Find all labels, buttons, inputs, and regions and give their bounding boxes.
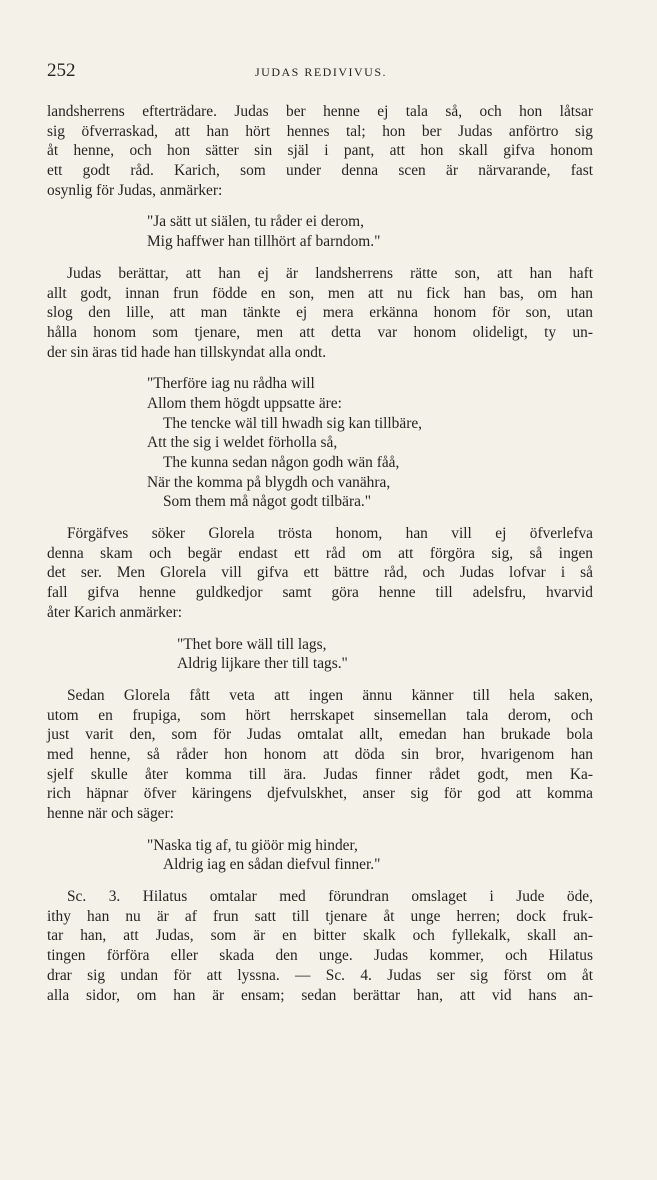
text-line: det ser. Men Glorela vill gifva ett bättre råd, och Judas lofvar i så — [47, 564, 593, 582]
verse-line: "Ja sätt ut siälen, tu råder ei derom, — [147, 213, 364, 231]
text-line: tar han, att Judas, som är en bitter skalk och fyllekalk, skall an- — [47, 927, 593, 945]
text-line: rich häpnar öfver käringens djefvulskhet, anser sig för god att komma — [47, 785, 593, 803]
text-line: denna skam och begär endast ett råd om att förgöra sig, så ingen — [47, 544, 593, 562]
text-line: sjelf skulle åter komma till ära. Judas finner rådet godt, men Ka- — [47, 765, 593, 783]
verse-line: Mig haffwer han tillhört af barndom." — [147, 233, 381, 251]
text-line: hålla honom som tjenare, men att detta var honom olideligt, ty un- — [47, 323, 593, 341]
text-line: åter Karich anmärker: — [47, 603, 183, 621]
page-body — [47, 102, 593, 1005]
text-line: allt godt, innan frun födde en son, men att nu fick han bas, om han — [47, 284, 593, 302]
text-line: osynlig för Judas, anmärker: — [47, 181, 223, 199]
text-line: Sedan Glorela fått veta att ingen ännu känner till hela saken, — [67, 686, 593, 704]
text-line: der sin äras tid hade han tillskyndat alla ondt. — [47, 343, 327, 361]
text-line: sig öfverraskad, att han hört hennes tal; hon ber Judas anförtro sig — [47, 122, 593, 140]
text-line: utom en frupiga, som hört herrskapet sinsemellan tala derom, och — [47, 706, 593, 724]
text-line: med henne, så råder hon honom att döda sin bror, hvarigenom han — [47, 745, 593, 763]
page-number: 252 — [47, 60, 76, 81]
text-line: ett godt råd. Karich, som under denna scen är närvarande, fast — [47, 162, 593, 180]
running-title: JUDAS REDIVIVUS. — [254, 65, 387, 79]
text-line: åt henne, och hon sätter sin själ i pant, att hon skall gifva honom — [47, 142, 593, 160]
text-line: alla sidor, om han är ensam; sedan berättar han, att vid hans an- — [47, 986, 593, 1004]
verse-line: Att the sig i weldet förholla så, — [147, 434, 338, 452]
verse-line: När the komma på blygdh och vanähra, — [147, 473, 391, 491]
verse-line: "Naska tig af, tu giöör mig hinder, — [147, 836, 358, 854]
text-line: Sc. 3. Hilatus omtalar med förundran omslaget i Jude öde, — [67, 888, 593, 906]
page-header — [47, 60, 595, 84]
verse-line: Aldrig lijkare ther till tags." — [177, 655, 348, 673]
verse-line: The tencke wäl till hwadh sig kan tillbäre, — [163, 414, 422, 432]
text-line: Judas berättar, att han ej är landsherrens rätte son, att han haft — [67, 264, 593, 282]
text-line: slog den lille, att man tänkte ej mera erkänna honom för son, utan — [47, 304, 593, 322]
verse-line: "Thet bore wäll till lags, — [177, 635, 327, 653]
verse-line: "Therföre iag nu rådha will — [147, 375, 315, 393]
text-line: just varit den, som för Judas omtalat allt, emedan han brukade bola — [47, 726, 593, 744]
text-line: ithy han nu är af frun satt till tjenare åt unge herren; dock fruk- — [47, 907, 593, 925]
text-line: tingen förföra eller skada den unge. Judas kommer, och Hilatus — [47, 947, 593, 965]
text-line: Förgäfves söker Glorela trösta honom, han vill ej öfverlefva — [67, 525, 593, 543]
verse-line: Allom them högdt uppsatte äre: — [147, 394, 342, 412]
text-line: drar sig undan för att lyssna. — Sc. 4. Judas ser sig först om åt — [47, 966, 593, 984]
text-line: fall gifva henne guldkedjor samt göra henne till adelsfru, hvarvid — [47, 584, 593, 602]
text-line: henne när och säger: — [47, 805, 174, 822]
text-line: landsherrens efterträdare. Judas ber henne ej tala så, och hon låtsar — [47, 103, 593, 120]
verse-line: Som them må något godt tilbära." — [163, 493, 372, 511]
verse-line: Aldrig iag en sådan diefvul finner." — [163, 856, 381, 874]
verse-line: The kunna sedan någon godh wän fåå, — [163, 454, 400, 471]
